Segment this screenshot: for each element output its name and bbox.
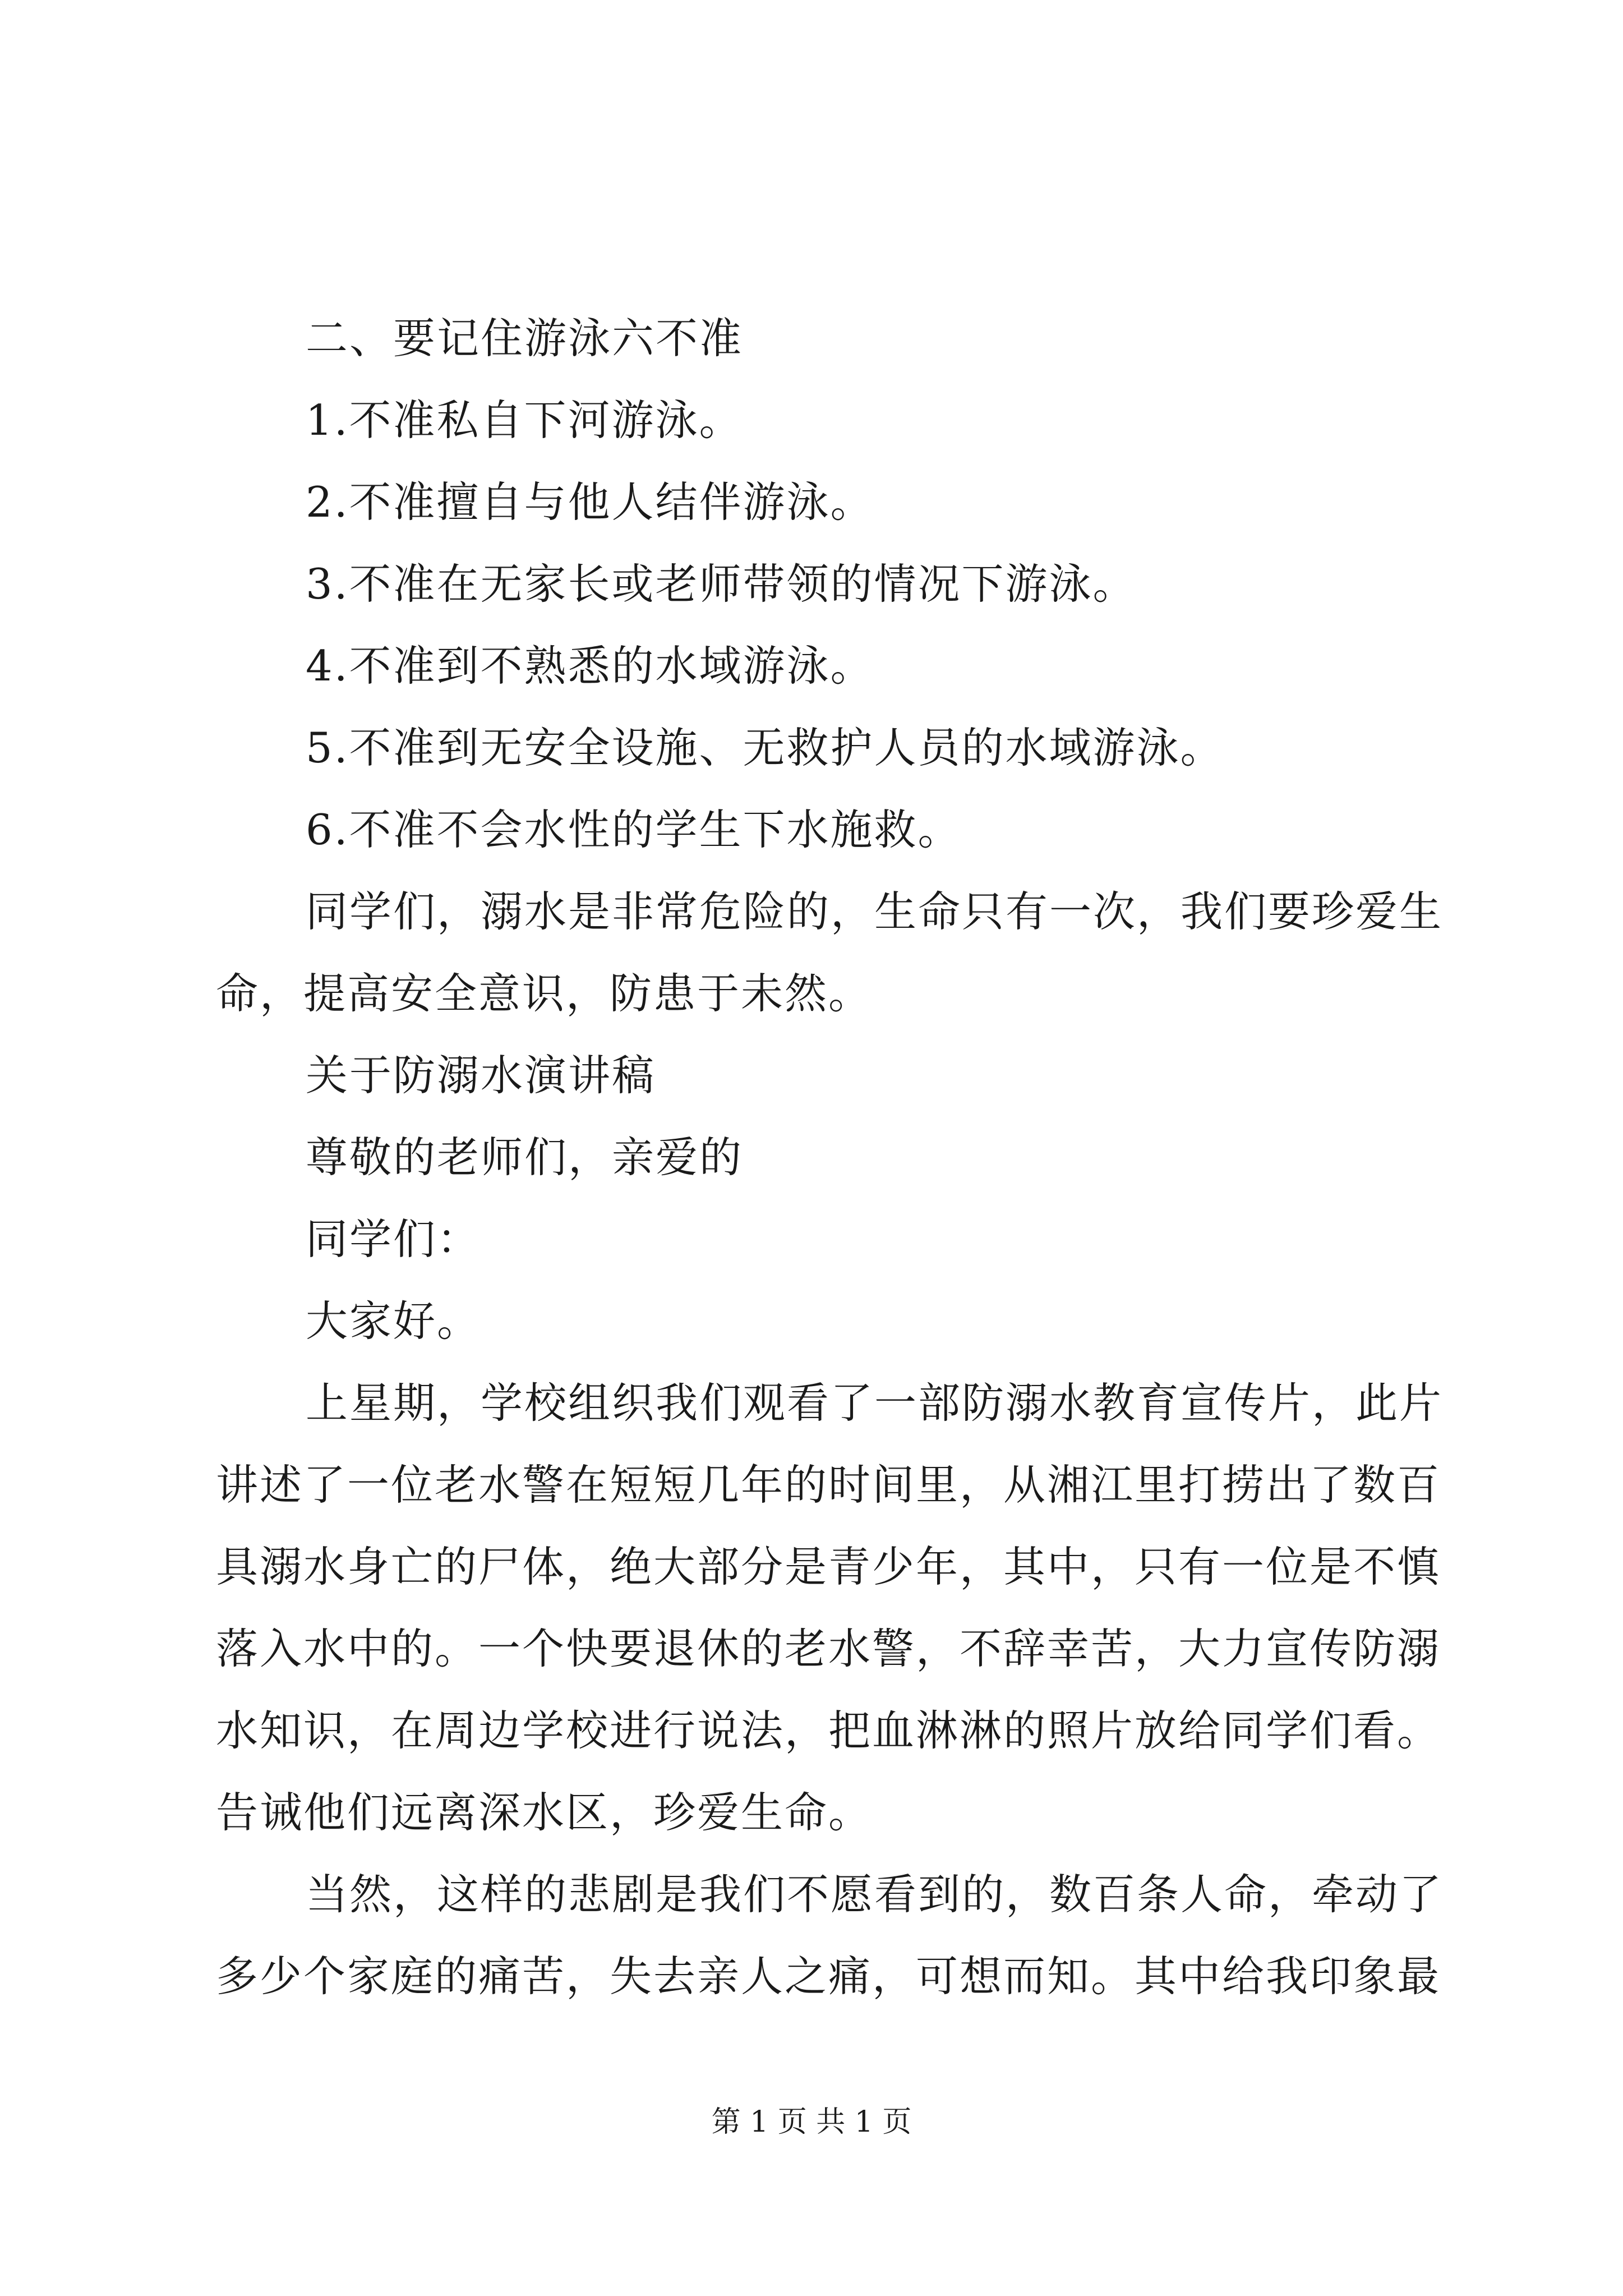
speech-title: 关于防溺水演讲稿: [306, 1051, 656, 1100]
paragraph-line: 命，提高安全意识，防患于未然。: [216, 969, 873, 1018]
salutation-line: 尊敬的老师们，亲爱的: [306, 1133, 744, 1182]
paragraph-line: 同学们，溺水是非常危险的，生命只有一次，我们要珍爱生: [306, 887, 1444, 936]
rule-item-2: 2.不准擅自与他人结伴游泳。: [306, 477, 874, 527]
paragraph-line: 落入水中的。一个快要退休的老水警，不辞幸苦，大力宣传防溺: [216, 1624, 1441, 1673]
rule-item-4: 4.不准到不熟悉的水域游泳。: [306, 641, 874, 691]
paragraph-line: 具溺水身亡的尸体，绝大部分是青少年，其中，只有一位是不慎: [216, 1542, 1441, 1591]
paragraph-line: 告诫他们远离深水区，珍爱生命。: [216, 1788, 873, 1837]
rule-item-1: 1.不准私自下河游泳。: [306, 395, 743, 445]
rule-item-6: 6.不准不会水性的学生下水施救。: [306, 805, 962, 854]
page-footer: 第 1 页 共 1 页: [711, 2105, 912, 2139]
rule-item-5: 5.不准到无安全设施、无救护人员的水域游泳。: [306, 723, 1224, 772]
document-body: [216, 297, 1444, 2017]
greeting-line: 大家好。: [306, 1296, 481, 1346]
paragraph-line: 上星期，学校组织我们观看了一部防溺水教育宣传片，此片: [306, 1378, 1444, 1428]
paragraph-line: 讲述了一位老水警在短短几年的时间里，从湘江里打捞出了数百: [216, 1460, 1441, 1510]
paragraph-line: 多少个家庭的痛苦，失去亲人之痛，可想而知。其中给我印象最: [216, 1952, 1441, 2001]
paragraph-line: 水知识，在周边学校进行说法，把血淋淋的照片放给同学们看。: [216, 1706, 1441, 1755]
section-heading: 二、要记住游泳六不准: [306, 314, 744, 363]
salutation-line: 同学们：: [306, 1214, 481, 1264]
paragraph-line: 当然，这样的悲剧是我们不愿看到的，数百条人命，牵动了: [306, 1870, 1444, 1919]
rule-item-3: 3.不准在无家长或老师带领的情况下游泳。: [306, 559, 1137, 609]
